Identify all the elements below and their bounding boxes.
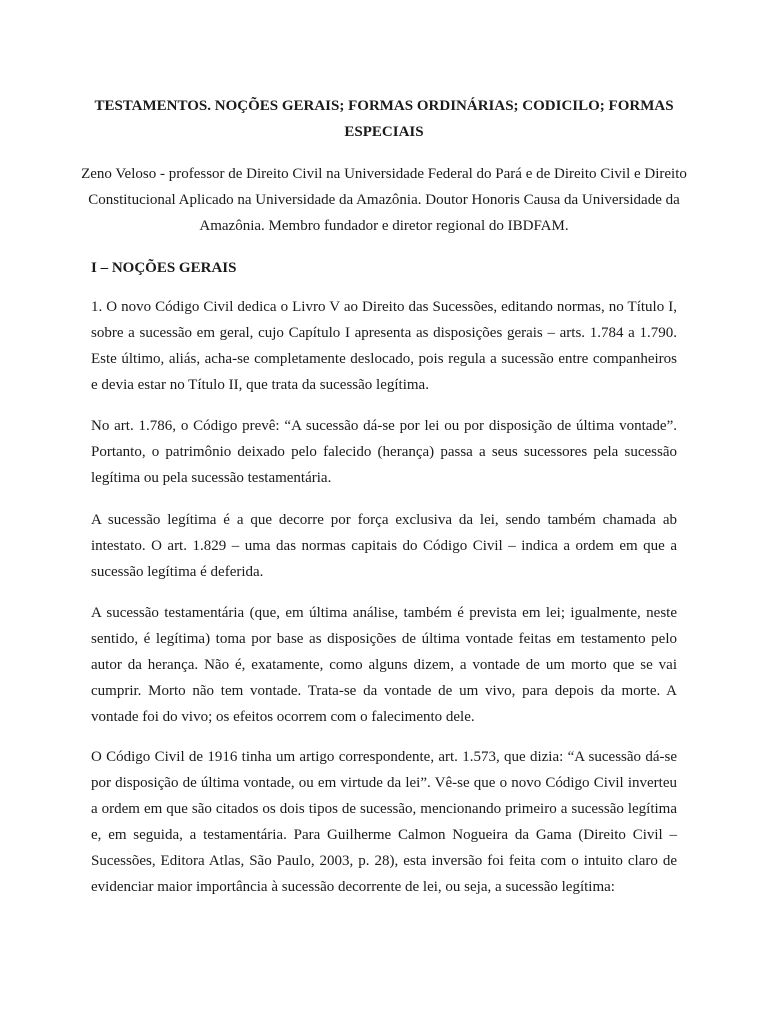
paragraph-1: 1. O novo Código Civil dedica o Livro V ao Direito das Sucessões, editando normas, no Título I, sobre a sucessão em geral, cujo Capítulo I apresenta as disposições gerais – arts. 1.784 a 1.790. Este último, aliás, acha-se completamente deslocado, pois regula a sucessão entre companheiros e devia estar no Título II, que trata da sucessão legítima. xyxy=(91,299,677,393)
paragraph-2: No art. 1.786, o Código prevê: “A sucessão dá-se por lei ou por disposição de última vontade”. Portanto, o patrimônio deixado pelo falecido (herança) passa a seus sucessores pela sucessão legítima ou pela sucessão testamentária. xyxy=(91,418,677,486)
document-title: TESTAMENTOS. NOÇÕES GERAIS; FORMAS ORDINÁRIAS; CODICILO; FORMAS ESPECIAIS xyxy=(94,98,674,140)
paragraph-5: O Código Civil de 1916 tinha um artigo correspondente, art. 1.573, que dizia: “A sucessão dá-se por disposição de última vontade, ou em virtude da lei”. Vê-se que o novo Código Civil inverteu a ordem em que são citados os dois tipos de sucessão, mencionando primeiro a sucessão legítima e, em seguida, a testamentária. Para Guilherme Calmon Nogueira da Gama (Direito Civil – Sucessões, Editora Atlas, São Paulo, 2003, p. 28), esta inversão foi feita com o intuito claro de evidenciar maior importância à sucessão decorrente de lei, ou seja, a sucessão legítima: xyxy=(91,749,677,895)
section-heading: I – NOÇÕES GERAIS xyxy=(91,260,237,276)
paragraph-4: A sucessão testamentária (que, em última análise, também é prevista em lei; igualmente, neste sentido, é legítima) toma por base as disposições de última vontade feitas em testamento pelo autor da herança. Não é, exatamente, como alguns dizem, a vontade de um morto que se vai cumprir. Morto não tem vontade. Trata-se da vontade de um vivo, para depois da morte. A vontade foi do vivo; os efeitos ocorrem com o falecimento dele. xyxy=(91,605,677,725)
paragraph-3: A sucessão legítima é a que decorre por força exclusiva da lei, sendo também chamada ab intestato. O art. 1.829 – uma das normas capitais do Código Civil – indica a ordem em que a sucessão legítima é deferida. xyxy=(91,512,677,580)
author-note: Zeno Veloso - professor de Direito Civil na Universidade Federal do Pará e de Direito Civil e Direito Constitucional Aplicado na Universidade da Amazônia. Doutor Honoris Causa da Universidade da Amazônia. Membro fundador e diretor regional do IBDFAM. xyxy=(81,166,687,234)
